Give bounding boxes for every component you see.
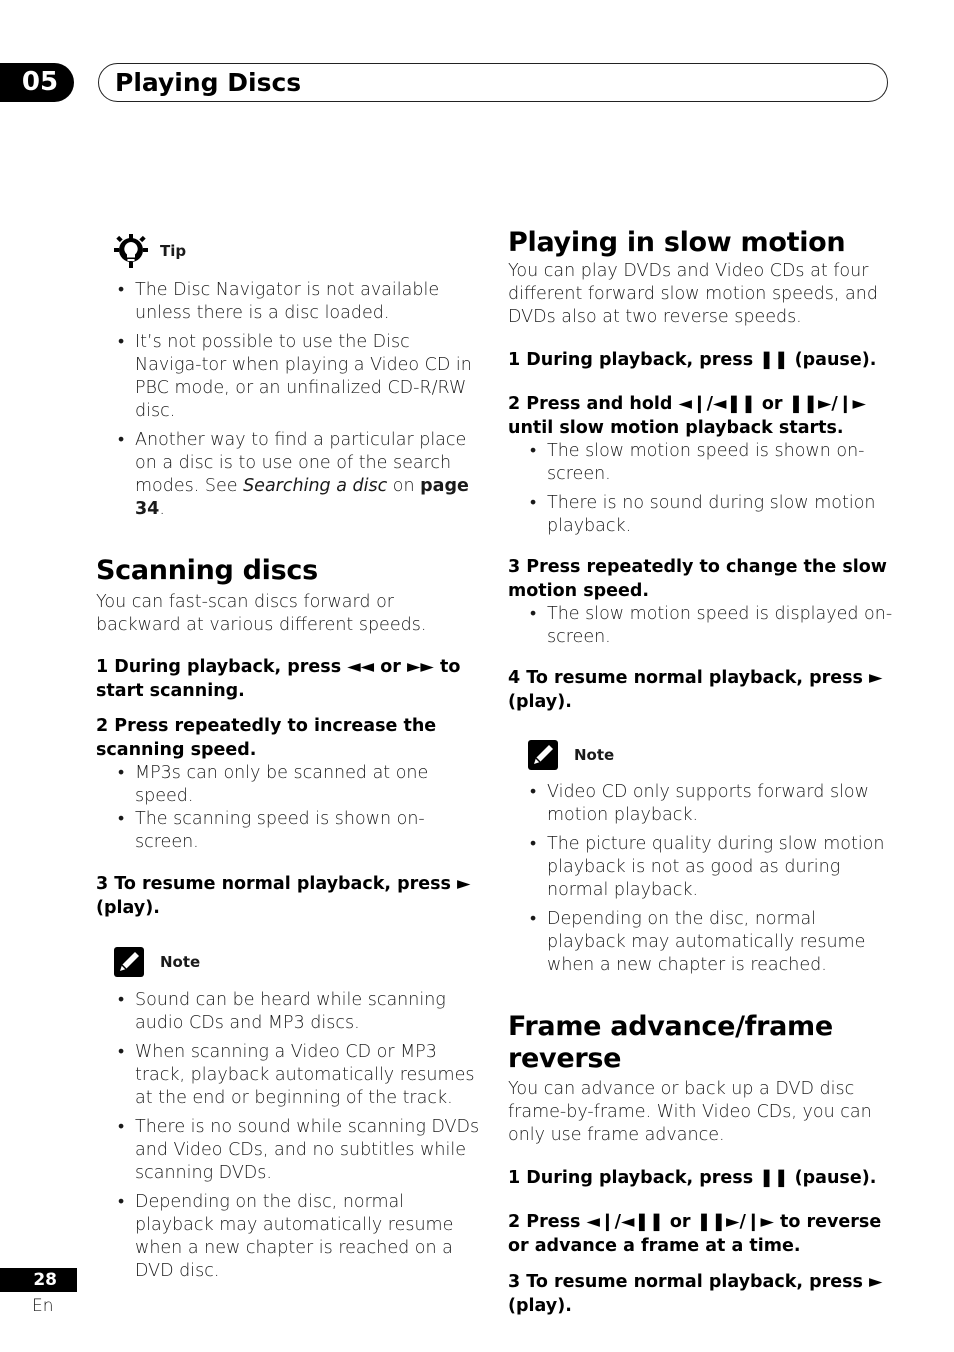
page-number: 28 [0, 1268, 77, 1292]
slow-step-3: 3 Press repeatedly to change the slow motion speed. [508, 557, 887, 601]
scanning-discs-heading: Scanning discs [96, 555, 318, 586]
list-item: • The slow motion speed is displayed on-screen. [508, 603, 893, 649]
slow-note-list [508, 781, 893, 977]
tip-item-text: . [159, 499, 165, 519]
list-item: • MP3s can only be scanned at one speed. [96, 762, 481, 808]
list-item: • The scanning speed is shown on-screen. [96, 808, 481, 854]
right-column [508, 227, 893, 1318]
left-column [96, 233, 481, 1283]
tip-item: • It’s not possible to use the Disc Naviga-tor when playing a Video CD in PBC mode, or an unfinalized CD-R/RW disc. [96, 331, 481, 423]
slow-step-2: 2 Press and hold ◄❙/◄❚❚ or ❚❚►/❙► until slow motion playback starts. [508, 394, 866, 438]
tip-item [96, 429, 481, 521]
frame-advance-intro: You can advance or back up a DVD disc frame-by-frame. With Video CDs, you can only use frame advance. [508, 1079, 872, 1145]
list-item: • The slow motion speed is shown on-screen. [508, 440, 893, 486]
scanning-step-3: 3 To resume normal playback, press ► (play). [96, 874, 471, 918]
tip-item: • The Disc Navigator is not available unless there is a disc loaded. [96, 279, 481, 325]
tip-item-reference: Searching a disc [243, 476, 388, 496]
slow-step-4: 4 To resume normal playback, press ► (play). [508, 668, 883, 712]
note-item: • The picture quality during slow motion playback is not as good as during normal playback. [508, 833, 893, 902]
tip-list [96, 279, 481, 521]
chapter-number: 05 [0, 63, 74, 102]
note-item: • Sound can be heard while scanning audio CDs and MP3 discs. [96, 989, 481, 1035]
frame-step-1: 1 During playback, press ❚❚ (pause). [508, 1168, 877, 1188]
tip-page-link: page 34 [135, 476, 469, 519]
scanning-step-1: 1 During playback, press ◄◄ or ►► to start scanning. [96, 657, 461, 701]
slow-step-2-list [508, 440, 893, 538]
scanning-step-2: 2 Press repeatedly to increase the scanning speed. [96, 716, 437, 760]
slow-motion-heading: Playing in slow motion [508, 227, 846, 258]
scanning-note-list [96, 989, 481, 1283]
frame-step-2: 2 Press ◄❙/◄❚❚ or ❚❚►/❙► to reverse or advance a frame at a time. [508, 1212, 882, 1256]
note-item: • Video CD only supports forward slow motion playback. [508, 781, 893, 827]
note-label: Note [160, 953, 201, 971]
tip-item-text: on [387, 476, 421, 496]
pencil-note-icon [528, 738, 562, 772]
pencil-note-icon [114, 945, 148, 979]
note-item: • Depending on the disc, normal playback may automatically resume when a new chapter is reached on a DVD disc. [96, 1191, 481, 1283]
slow-step-3-list [508, 603, 893, 649]
scanning-step-2-list [96, 762, 481, 854]
chapter-title: Playing Discs [115, 68, 302, 97]
slow-step-1: 1 During playback, press ❚❚ (pause). [508, 350, 877, 370]
scanning-intro: You can fast-scan discs forward or backward at various different speeds. [96, 592, 427, 635]
note-item: • There is no sound while scanning DVDs and Video CDs, and no subtitles while scanning DVDs. [96, 1116, 481, 1185]
slow-motion-intro: You can play DVDs and Video CDs at four different forward slow motion speeds, and DVDs also at two reverse speeds. [508, 261, 878, 327]
note-item: • Depending on the disc, normal playback may automatically resume when a new chapter is reached. [508, 908, 893, 977]
language-code: En [32, 1296, 54, 1316]
lightbulb-icon [114, 234, 148, 268]
tip-item-text: Another way to find a particular place on a disc is to use one of the search modes. See [135, 430, 467, 496]
frame-advance-heading: Frame advance/frame reverse [508, 1011, 833, 1074]
slow-note-heading [528, 737, 893, 773]
note-label: Note [574, 746, 615, 764]
list-item: • There is no sound during slow motion playback. [508, 492, 893, 538]
note-item: • When scanning a Video CD or MP3 track, playback automatically resumes at the end or beginning of the track. [96, 1041, 481, 1110]
tip-heading [114, 233, 481, 269]
scanning-note-heading [114, 944, 481, 980]
tip-label: Tip [160, 242, 187, 260]
chapter-header [98, 63, 888, 102]
frame-step-3: 3 To resume normal playback, press ► (play). [508, 1272, 883, 1316]
